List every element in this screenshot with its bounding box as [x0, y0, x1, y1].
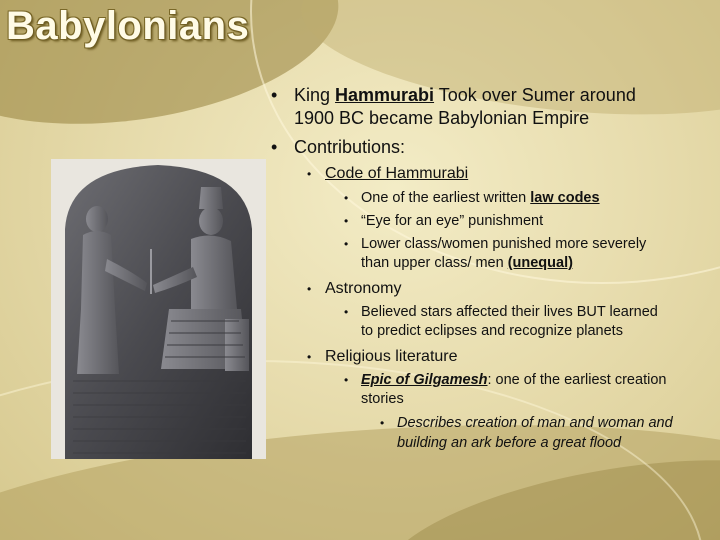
code-item-1-text: One of the earliest written — [361, 190, 531, 206]
astronomy-item-1-line2: to predict eclipses and recognize planets — [361, 323, 623, 339]
bullet-marker: • — [271, 85, 278, 105]
code-item-2-text: “Eye for an eye” punishment — [361, 213, 544, 229]
bullet-marker: • — [380, 416, 385, 430]
literature-heading: Religious literature — [325, 348, 458, 365]
epic-rest: : one of the earliest creation — [487, 372, 667, 388]
literature-subitem-line2: building an ark before a great flood — [397, 435, 622, 451]
bullet-marker: • — [344, 237, 349, 251]
bullet-marker: • — [344, 191, 349, 205]
bullet-marker: • — [344, 305, 349, 319]
code-heading: Code of Hammurabi — [325, 165, 469, 182]
bullet-marker: • — [307, 167, 312, 181]
astronomy-heading: Astronomy — [325, 280, 402, 297]
bullet-marker: • — [344, 373, 349, 387]
king-line2: 1900 BC became Babylonian Empire — [294, 108, 590, 128]
contributions-label: Contributions: — [294, 137, 406, 157]
code-item-3-line1: Lower class/women punished more severely — [361, 236, 647, 252]
bullet-marker: • — [307, 350, 312, 364]
law-codes-link: law codes — [530, 190, 600, 206]
astronomy-item-1-line1: Believed stars affected their lives BUT learned — [361, 304, 658, 320]
king-prefix: King — [294, 85, 336, 105]
epic-line2: stories — [361, 391, 404, 407]
unequal-link: (unequal) — [507, 255, 573, 271]
stone-stele-icon — [51, 159, 266, 459]
code-item-3-line2: than upper class/ men — [361, 255, 508, 271]
bullet-marker: • — [307, 282, 312, 296]
bullet-marker: • — [344, 214, 349, 228]
hammurabi-name: Hammurabi — [335, 85, 435, 105]
epic-title: Epic of Gilgamesh — [361, 372, 488, 388]
bullet-marker: • — [271, 137, 278, 157]
literature-subitem-line1: Describes creation of man and woman and — [397, 415, 673, 431]
slide-title: Babylonians — [6, 4, 250, 48]
king-line1-rest: Took over Sumer around — [434, 85, 636, 105]
